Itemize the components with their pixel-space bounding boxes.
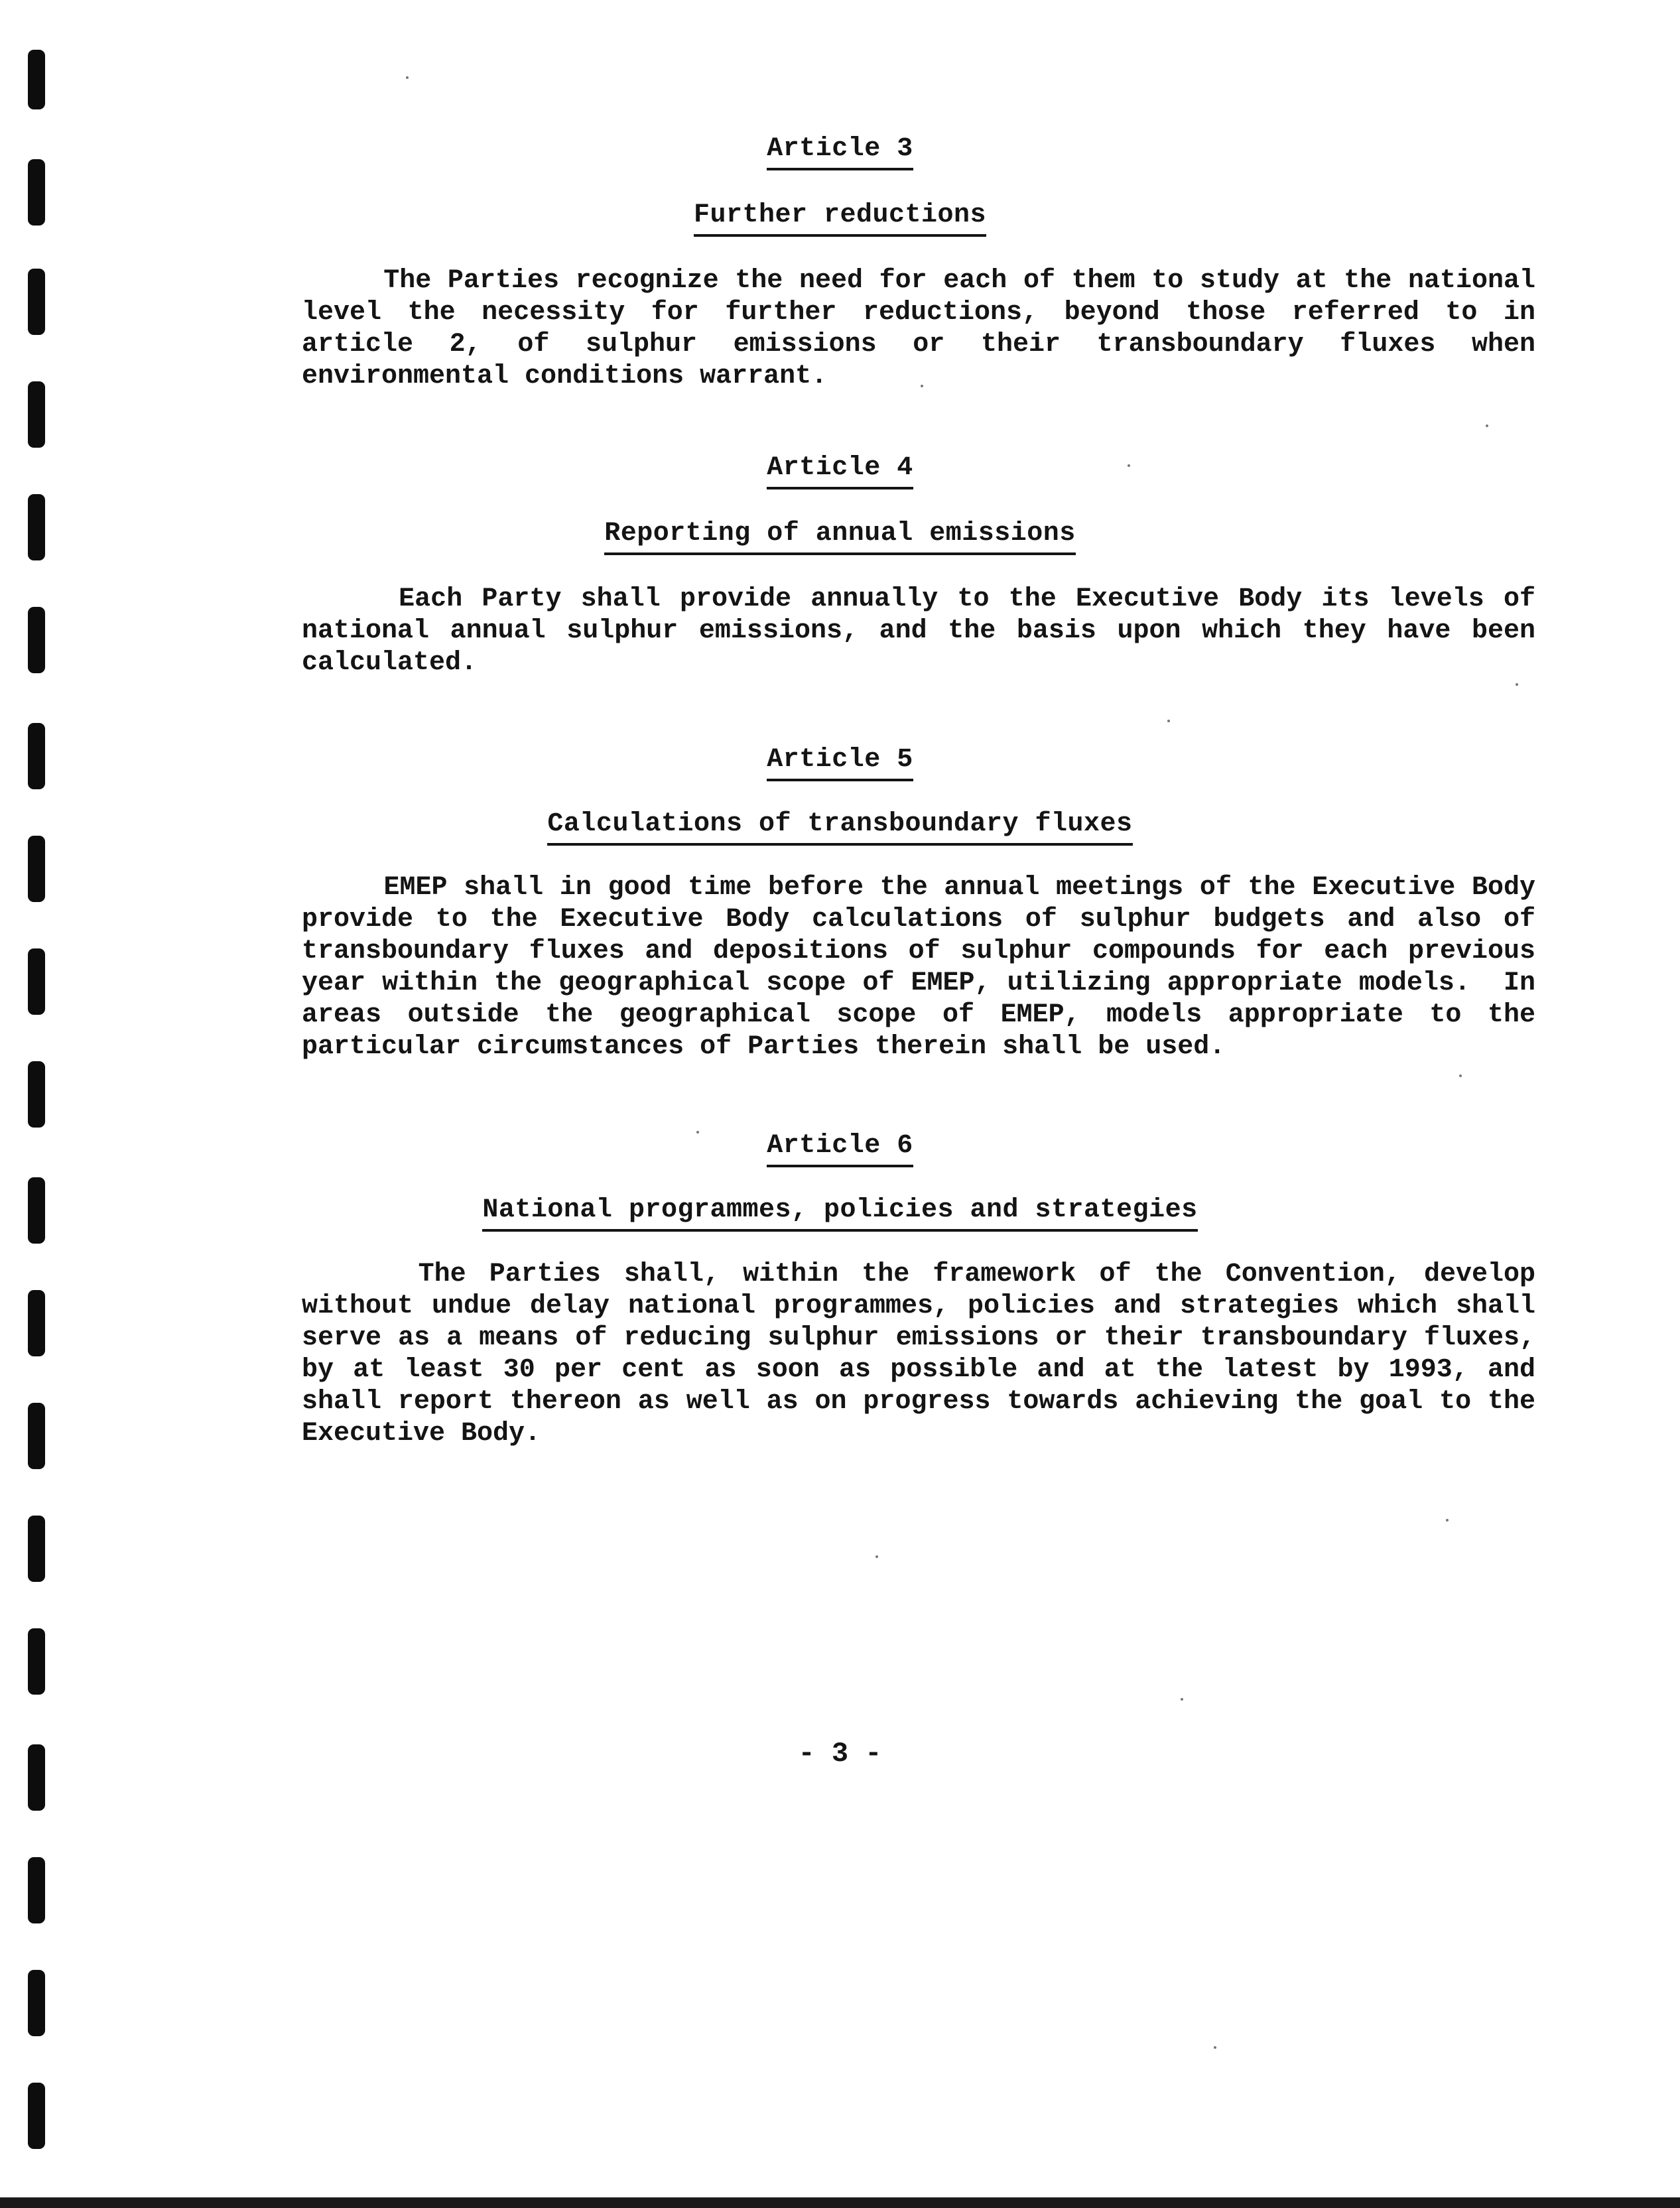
article-heading-text: Reporting of annual emissions <box>604 519 1076 555</box>
article-paragraph <box>302 1259 1535 1450</box>
binder-mark <box>28 1970 45 2036</box>
paragraph-line: year within the geographical scope of EMEP, utilizing appropriate models. In <box>302 968 1535 998</box>
paragraph-line: areas outside the geographical scope of EMEP, models appropriate to the <box>302 1000 1535 1030</box>
scan-speck <box>1167 720 1170 722</box>
binder-mark <box>28 1403 45 1469</box>
paragraph-line: by at least 30 per cent as soon as possible and at the latest by 1993, and <box>302 1355 1535 1385</box>
scan-speck <box>921 385 923 387</box>
scan-speck <box>1446 1519 1449 1522</box>
scan-speck <box>696 1131 699 1134</box>
article-title <box>0 134 1680 170</box>
binder-mark <box>28 1857 45 1923</box>
paragraph-line: shall report thereon as well as on progress towards achieving the goal to the <box>302 1387 1535 1417</box>
binder-mark <box>28 2083 45 2149</box>
binder-mark <box>28 1516 45 1582</box>
article-paragraph <box>302 872 1535 1063</box>
article-title <box>0 745 1680 781</box>
paragraph-line: national annual sulphur emissions, and the basis upon which they have been <box>302 616 1535 646</box>
paragraph-line: Executive Body. <box>302 1419 541 1449</box>
scan-edge <box>0 2197 1680 2208</box>
paragraph-line: EMEP shall in good time before the annual meetings of the Executive Body <box>302 873 1535 903</box>
paragraph-line: environmental conditions warrant. <box>302 361 828 391</box>
article-heading <box>0 200 1680 237</box>
scan-speck <box>1128 464 1130 467</box>
paragraph-line: The Parties shall, within the framework of the Convention, develop <box>302 1260 1535 1289</box>
paragraph-line: The Parties recognize the need for each of them to study at the national <box>302 266 1535 296</box>
paragraph-line: calculated. <box>302 648 478 678</box>
binder-mark <box>28 607 45 673</box>
article-number: Article 6 <box>767 1131 913 1167</box>
article-heading-text: National programmes, policies and strategies <box>482 1195 1197 1232</box>
binder-mark <box>28 1061 45 1128</box>
article-title <box>0 1131 1680 1167</box>
scan-speck <box>1459 1074 1462 1077</box>
binder-mark <box>28 1628 45 1695</box>
paragraph-line: Each Party shall provide annually to the Executive Body its levels of <box>302 584 1535 614</box>
scan-speck <box>875 1555 878 1558</box>
binder-mark <box>28 948 45 1015</box>
paragraph-line: particular circumstances of Parties therein shall be used. <box>302 1032 1226 1062</box>
article-paragraph <box>302 265 1535 393</box>
article-number: Article 5 <box>767 745 913 781</box>
scan-speck <box>406 76 409 79</box>
paragraph-line: provide to the Executive Body calculations of sulphur budgets and also of <box>302 905 1535 935</box>
article-heading <box>0 519 1680 555</box>
paragraph-line: without undue delay national programmes, policies and strategies which shall <box>302 1291 1535 1321</box>
article-heading-text: Calculations of transboundary fluxes <box>547 809 1132 846</box>
article-heading <box>0 1195 1680 1232</box>
page-number: - 3 - <box>798 1738 882 1770</box>
binder-mark <box>28 836 45 902</box>
article-heading <box>0 809 1680 846</box>
paragraph-line: serve as a means of reducing sulphur emissions or their transboundary fluxes, <box>302 1323 1535 1353</box>
binder-mark <box>28 269 45 335</box>
scan-speck <box>1516 683 1518 686</box>
article-paragraph <box>302 584 1535 679</box>
scan-speck <box>1486 424 1488 427</box>
paragraph-line: transboundary fluxes and depositions of sulphur compounds for each previous <box>302 937 1535 966</box>
binder-mark <box>28 381 45 448</box>
article-heading-text: Further reductions <box>694 200 986 237</box>
article-number: Article 4 <box>767 453 913 489</box>
article-number: Article 3 <box>767 134 913 170</box>
binder-mark <box>28 1290 45 1356</box>
binder-mark <box>28 50 45 109</box>
paragraph-line: level the necessity for further reductions, beyond those referred to in <box>302 298 1535 328</box>
scan-speck <box>1181 1698 1183 1701</box>
article-title <box>0 453 1680 489</box>
scan-speck <box>1214 2046 1216 2049</box>
paragraph-line: article 2, of sulphur emissions or their transboundary fluxes when <box>302 330 1535 359</box>
